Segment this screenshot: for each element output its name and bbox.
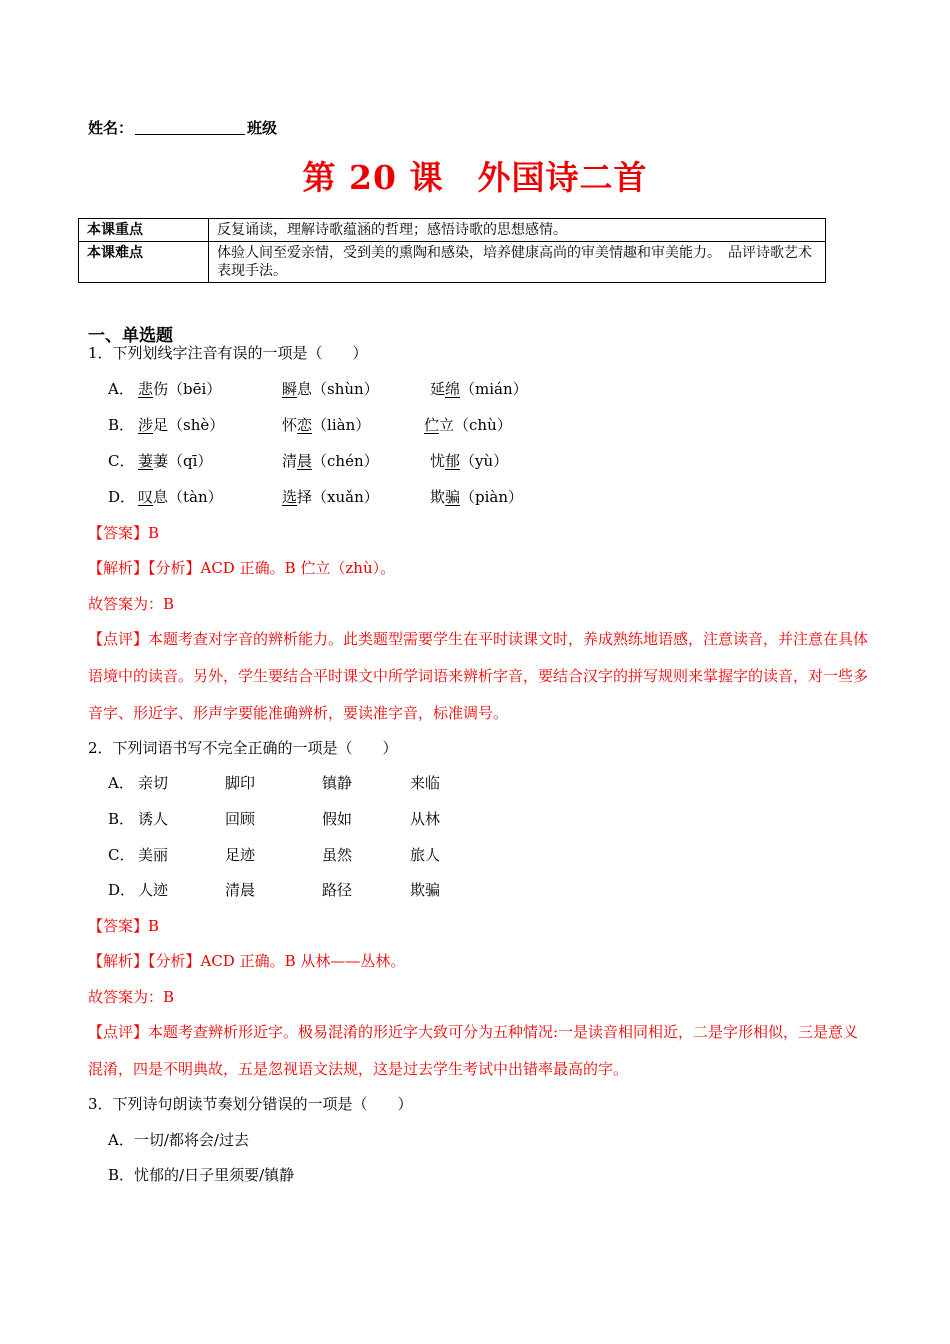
focus-table <box>78 218 826 283</box>
option-item: 伫立（chù） <box>424 416 512 434</box>
option-word: 从林 <box>410 810 441 828</box>
option-item: 清晨（chén） <box>282 452 379 470</box>
option-word: 旅人 <box>410 846 441 864</box>
q2-stem: 2．下列词语书写不完全正确的一项是（ ） <box>88 739 398 757</box>
option-item: 涉足（shè） <box>138 416 225 434</box>
q2-comment: 【点评】本题考查辨析形近字。极易混淆的形近字大致可分为五种情况:一是读音相同相近，二是字形相似，三是意义混淆，四是不明典故，五是忽视语文法规，这是过去学生考试中出错率最高的字。 <box>88 1023 859 1078</box>
option-letter: D． <box>108 881 136 899</box>
q3-option-b: B．忧郁的/日子里须要/镇静 <box>108 1166 295 1184</box>
name-blank <box>135 120 245 135</box>
option-letter: C． <box>108 846 135 864</box>
focus-value: 体验人间至爱亲情，受到美的熏陶和感染，培养健康高尚的审美情趣和审美能力。 品评诗歌艺术表现手法。 <box>209 242 826 283</box>
option-letter: A． <box>108 774 134 792</box>
q2-analysis: 【解析】【分析】ACD 正确。B 从林——丛林。 <box>88 952 406 970</box>
option-item: 悲伤（bēi） <box>138 380 222 398</box>
q1-conclusion: 故答案为：B <box>88 595 175 613</box>
option-item: 瞬息（shùn） <box>282 380 379 398</box>
q3-option-a: A．一切/都将会/过去 <box>108 1131 249 1149</box>
option-letter: B． <box>108 416 135 434</box>
option-word: 回顾 <box>225 810 256 828</box>
option-word: 足迹 <box>225 846 256 864</box>
option-word: 来临 <box>410 774 441 792</box>
option-word: 路径 <box>322 881 353 899</box>
option-word: 清晨 <box>225 881 256 899</box>
name-label: 姓名： <box>88 119 134 137</box>
option-word: 诱人 <box>138 810 169 828</box>
option-letter: B． <box>108 810 135 828</box>
option-word: 脚印 <box>225 774 256 792</box>
option-item: 忧郁（yù） <box>430 452 509 470</box>
q1-analysis: 【解析】【分析】ACD 正确。B 伫立（zhù）。 <box>88 559 396 577</box>
option-item: 怀恋（liàn） <box>282 416 371 434</box>
option-item: 欺骗（piàn） <box>430 488 524 506</box>
q3-stem: 3．下列诗句朗读节奏划分错误的一项是（ ） <box>88 1095 413 1113</box>
q2-conclusion: 故答案为：B <box>88 988 175 1006</box>
option-letter: A． <box>108 380 134 398</box>
name-class-line <box>88 117 277 138</box>
option-item: 延绵（mián） <box>430 380 528 398</box>
focus-row-key-points <box>79 219 826 242</box>
option-letter: C． <box>108 452 135 470</box>
option-item: 叹息（tàn） <box>138 488 223 506</box>
option-word: 人迹 <box>138 881 169 899</box>
q1-stem: 1．下列划线字注音有误的一项是（ ） <box>88 344 368 362</box>
focus-key: 本课难点 <box>79 242 209 283</box>
option-word: 亲切 <box>138 774 169 792</box>
lesson-title: 第 20 课 外国诗二首 <box>302 158 648 197</box>
option-letter: D． <box>108 488 136 506</box>
q1-comment: 【点评】本题考查对字音的辨析能力。此类题型需要学生在平时读课文时，养成熟练地语感，注意读音，并注意在具体语境中的读音。另外，学生要结合平时课文中所学词语来辨析字音，要结合汉字的拼写规则来掌握字的读音，对一些多音字、形近字、形声字要能准确辨析，要读准字音，标准调号。 <box>88 630 869 722</box>
option-word: 虽然 <box>322 846 353 864</box>
focus-value: 反复诵读，理解诗歌蕴涵的哲理；感悟诗歌的思想感情。 <box>209 219 826 242</box>
class-label: 班级 <box>247 119 278 137</box>
focus-key: 本课重点 <box>79 219 209 242</box>
option-word: 假如 <box>322 810 353 828</box>
section-title: 一、单选题 <box>88 326 173 346</box>
option-item: 选择（xuǎn） <box>282 488 379 506</box>
q2-answer: 【答案】B <box>88 917 160 935</box>
q1-answer: 【答案】B <box>88 524 160 542</box>
option-item: 萋萋（qī） <box>138 452 213 470</box>
option-word: 美丽 <box>138 846 169 864</box>
option-word: 欺骗 <box>410 881 441 899</box>
focus-row-difficulties <box>79 242 826 283</box>
option-word: 镇静 <box>322 774 353 792</box>
